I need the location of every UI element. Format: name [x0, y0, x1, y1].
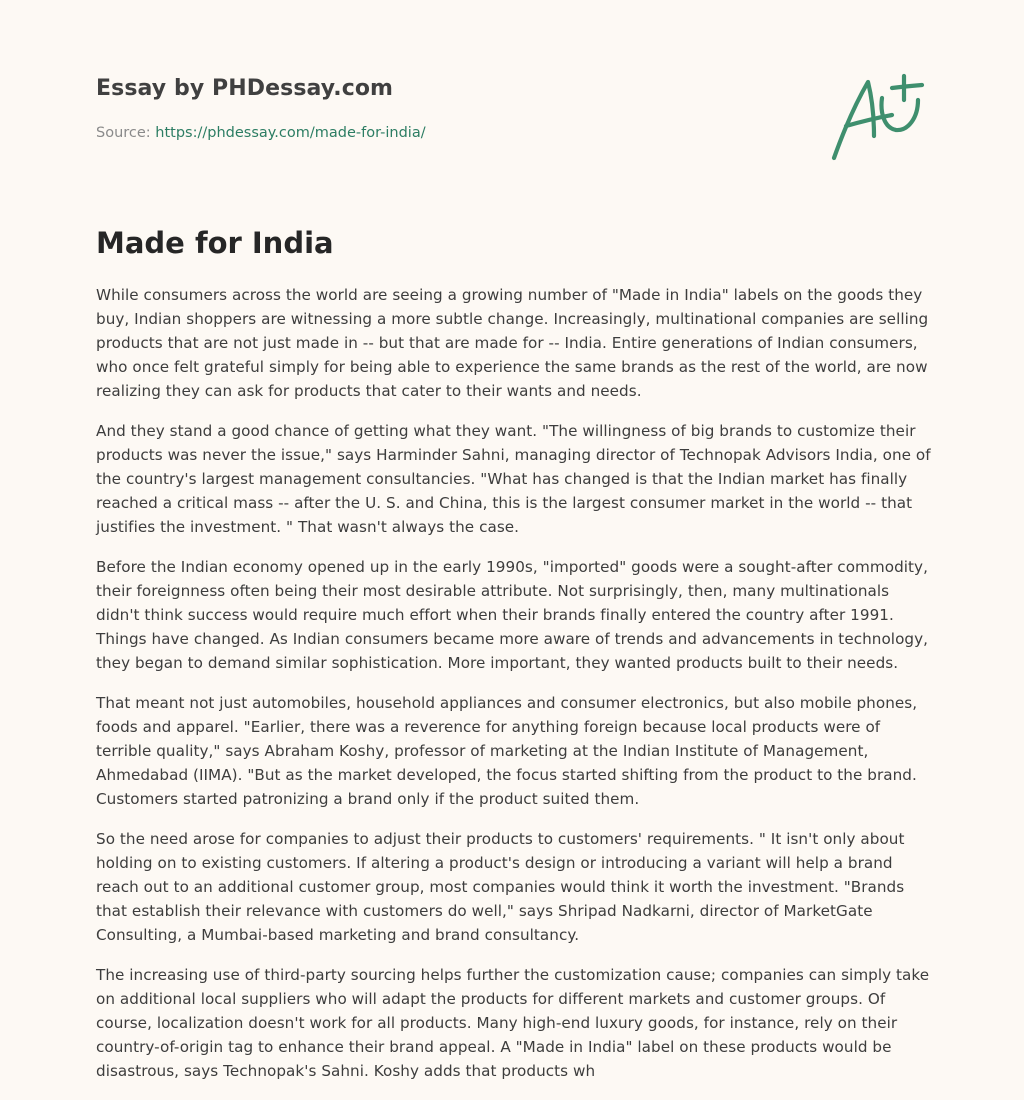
source-label: Source: [96, 125, 151, 141]
essay-paragraph: The increasing use of third-party sourcing helps further the customization cause; companies can simply take on additional local suppliers who will adapt the products for different markets and customer groups. Of course, localization doesn't work for all products. Many high-end luxury goods, for instance, rely on their country-of-origin tag to enhance their brand appeal. A "Made in India" label on these products would be disastrous, says Technopak's Sahni. Koshy adds that products wh [96, 966, 930, 1080]
page-header [96, 0, 928, 230]
a-plus-grade-icon [826, 68, 930, 164]
essay-title: Made for India [96, 226, 334, 260]
essay-paragraph: While consumers across the world are seeing a growing number of "Made in India" labels on the goods they buy, Indian shoppers are witnessing a more subtle change. Increasingly, multinational companies are selling products that are not just made in -- but that are made for -- India. Entire generations of Indian consumers, who once felt grateful simply for being able to experience the same brands as the rest of the world, are now realizing they can ask for products that cater to their wants and needs. [96, 286, 929, 400]
essay-paragraph: Before the Indian economy opened up in the early 1990s, "imported" goods were a sought-after commodity, their foreignness often being their most desirable attribute. Not surprisingly, then, many multinationals didn't think success would require much effort when their brands finally entered the country after 1991. Things have changed. As Indian consumers became more aware of trends and advancements in technology, they began to demand similar sophistication. More important, they wanted products built to their needs. [96, 558, 929, 672]
essay-paragraph: So the need arose for companies to adjust their products to customers' requirements. " It isn't only about holding on to existing customers. If altering a product's design or introducing a variant will help a brand reach out to an additional customer group, most companies would think it worth the investment. "Brands that establish their relevance with customers do well," says Shripad Nadkarni, director of MarketGate Consulting, a Mumbai-based marketing and brand consultancy. [96, 830, 905, 944]
essay-paragraph: And they stand a good chance of getting what they want. "The willingness of big brands to customize their products was never the issue," says Harminder Sahni, managing director of Technopak Advisors India, one of the country's largest management consultancies. "What has changed is that the Indian market has finally reached a critical mass -- after the U. S. and China, this is the largest consumer market in the world -- that justifies the investment. " That wasn't always the case. [96, 422, 931, 536]
site-brand: Essay by PHDessay.com [96, 76, 394, 101]
essay-body [96, 283, 932, 1099]
source-link[interactable]: https://phdessay.com/made-for-india/ [155, 125, 426, 141]
source-line [96, 125, 426, 141]
essay-paragraph: That meant not just automobiles, household appliances and consumer electronics, but also mobile phones, foods and apparel. "Earlier, there was a reverence for anything foreign because local products were of terrible quality," says Abraham Koshy, professor of marketing at the Indian Institute of Management, Ahmedabad (IIMA). "But as the market developed, the focus started shifting from the product to the brand. Customers started patronizing a brand only if the product suited them. [96, 694, 918, 808]
